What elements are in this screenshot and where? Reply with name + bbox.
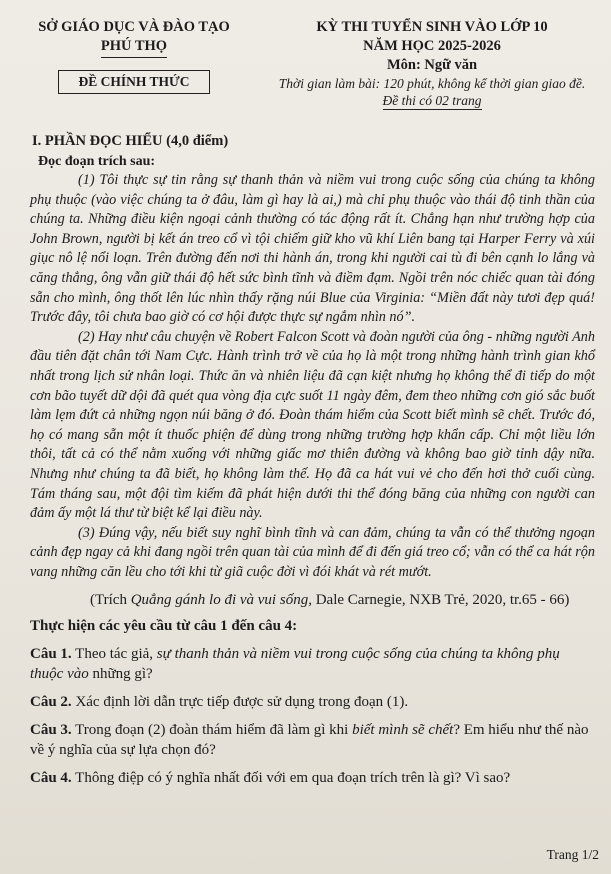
page-count: Đề thi có 02 trang — [382, 93, 482, 108]
passage-paragraph-2: (2) Hay như câu chuyện về Robert Falcon Scott và đoàn người của ông - những người Anh đầu tiên đặt chân tới Nam Cực. Hành trình trở về của họ là một trong những hành trình gian khổ nhất trong lịch sử nhân loại. Thức ăn và nhiên liệu đã cạn kiệt nhưng họ không thể đi tiếp do một cơn bão tuyết dữ dội đã quét qua vòng địa cực suốt 11 ngày đêm, đem theo những cơn gió sắc buốt làm lẹm đứt cả những ngọn núi băng ở đó. Đoàn thám hiểm của Scott biết mình sẽ chết. Trước đó, họ có mang sẵn một ít thuốc phiện để dùng trong những trường hợp khẩn cấp. Chỉ một liều lớn thôi, tất cả có thể nằm xuống với những giấc mơ thiên đường và không bao giờ tỉnh dậy nữa. Nhưng như chúng ta đã biết, họ không làm thế. Họ đã ca hát vui vẻ cho đến hơi thở cuối cùng. Tám tháng sau, một đội tìm kiếm đã phát hiện dưới thi thể đóng băng của những con người can đảm ấy một lá thư từ biệt kể lại điều này. — [30, 328, 595, 522]
question-label: Câu 2. — [30, 694, 72, 711]
question-4 — [30, 768, 595, 788]
citation-prefix: (Trích — [90, 592, 131, 609]
page-count-wrap — [262, 92, 602, 110]
question-italic: biết mình sẽ chết — [352, 722, 454, 739]
section-title: I. PHẦN ĐỌC HIỂU (4,0 điểm) — [32, 133, 229, 149]
question-label: Câu 1. — [30, 646, 72, 663]
passage-paragraph-3: (3) Đúng vậy, nếu biết suy nghĩ bình tĩnh và can đảm, chúng ta vẫn có thể thưởng ngoạn cảnh đẹp ngay cả khi đang ngồi trên quan tài của mình để đi đến giá treo cổ; vẫn có thể ca hát rộn vang những căn lều cho tới khi từ giã cuộc đời vì đói khát và rét mướt. — [30, 524, 595, 580]
province-name: PHÚ THỌ — [101, 37, 167, 58]
school-year: NĂM HỌC 2025-2026 — [363, 38, 501, 54]
exam-content — [30, 132, 595, 788]
question-label: Câu 4. — [30, 770, 72, 787]
reading-passage — [30, 171, 595, 582]
exam-title: KỲ THI TUYỂN SINH VÀO LỚP 10 — [316, 19, 548, 35]
province-wrap — [18, 37, 250, 58]
instructions: Thực hiện các yêu cầu từ câu 1 đến câu 4: — [30, 618, 298, 635]
agency-name: SỞ GIÁO DỤC VÀ ĐÀO TẠO — [38, 19, 230, 35]
passage-paragraph-1: (1) Tôi thực sự tin rằng sự thanh thản và niềm vui trong cuộc sống của chúng ta không phụ thuộc (vào việc chúng ta ở đâu, làm gì hay là ai,) mà chỉ phụ thuộc vào thái độ tinh thần của chúng ta. Những điều kiện ngoại cảnh thường có tác động rất ít. Chẳng hạn như trường hợp của John Brown, người bị kết án treo cổ vì tội chiếm giữ kho vũ khí Liên bang tại Harper Ferry và xúi giục nô lệ nổi loạn. Trên đường đến nơi thi hành án, trong khi người cai tù đi bên cạnh lo lắng và căng thẳng, ông vẫn giữ thái độ hết sức bình tĩnh và điềm đạm. Ngồi trên nóc chiếc quan tài đóng sẵn cho mình, ông thốt lên lúc nhìn thấy rặng núi Blue của Virginia: “Miền đất này tươi đẹp quá! Trước đây, tôi chưa bao giờ có cơ hội được thực sự ngắm nhìn nó”. — [30, 172, 595, 326]
question-text: Xác định lời dẫn trực tiếp được sử dụng trong đoạn (1). — [71, 694, 409, 711]
time-note: Thời gian làm bài: 120 phút, không kể thời gian giao đề. — [278, 76, 586, 91]
subject: Môn: Ngữ văn — [386, 57, 478, 73]
question-text: Trong đoạn (2) đoàn thám hiểm đã làm gì khi — [71, 722, 353, 739]
citation-suffix: , Dale Carnegie, NXB Trẻ, 2020, tr.65 - 66) — [308, 592, 570, 609]
question-text: ? Em hiểu như thế nào về ý nghĩa của sự lựa chọn đó? — [30, 722, 589, 759]
question-1 — [30, 644, 595, 684]
official-label-box: ĐỀ CHÍNH THỨC — [58, 70, 210, 94]
question-italic: sự thanh thản và niềm vui trong cuộc sống của chúng ta không phụ thuộc vào — [30, 646, 560, 683]
read-label: Đọc đoạn trích sau: — [38, 154, 156, 169]
question-2 — [30, 692, 595, 712]
header-left — [18, 18, 250, 94]
question-text: Thông điệp có ý nghĩa nhất đối với em qua đoạn trích trên là gì? Vì sao? — [71, 770, 511, 787]
question-3 — [30, 720, 595, 760]
question-text: những gì? — [88, 666, 153, 683]
header-right — [262, 18, 602, 110]
citation-book-title: Quẳng gánh lo đi và vui sống — [130, 592, 309, 609]
citation — [30, 590, 595, 610]
question-label: Câu 3. — [30, 722, 72, 739]
page-number: Trang 1/2 — [546, 847, 599, 862]
question-text: Theo tác giả, — [71, 646, 157, 663]
